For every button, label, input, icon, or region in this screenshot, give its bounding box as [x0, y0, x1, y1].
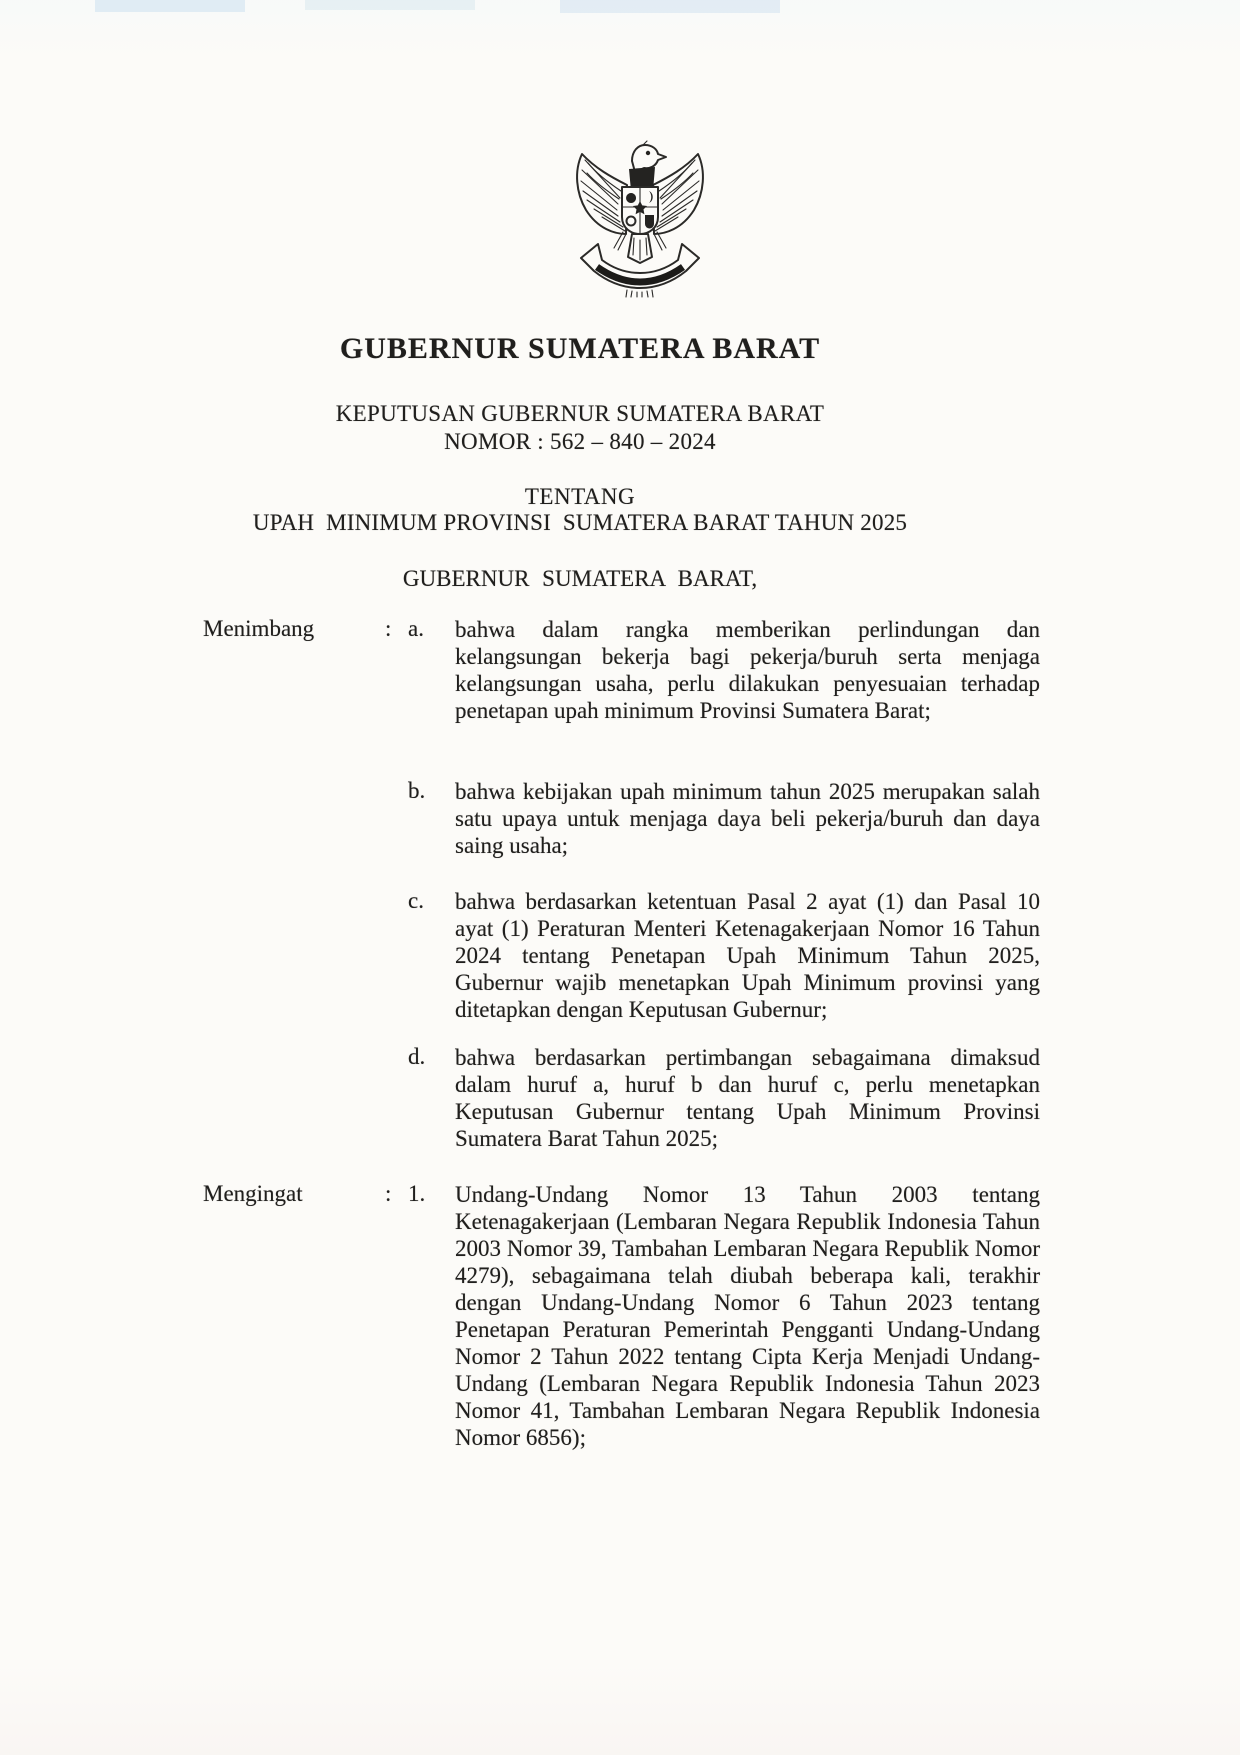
legal-basis-text-1: Undang-Undang Nomor 13 Tahun 2003 tentang Ketenagakerjaan (Lembaran Negara Republik Indonesia Tahun 2003 Nomor 39, Tambahan Lembaran Negara Republik Nomor 4279), sebagaimana telah diubah beberapa kali, terakhir dengan Undang-Undang Nomor 6 Tahun 2023 tentang Penetapan Peraturan Pemerintah Pengganti Undang-Undang Nomor 2 Tahun 2022 tentang Cipta Kerja Menjadi Undang-Undang (Lembaran Negara Republik Indonesia Tahun 2023 Nomor 41, Tambahan Lembaran Negara Republik Indonesia Nomor 6856); — [455, 1182, 1040, 1450]
scan-artifact — [95, 0, 245, 12]
about-label: TENTANG — [524, 484, 636, 509]
garuda-head — [632, 141, 666, 172]
menimbang-label: Menimbang — [203, 616, 315, 641]
mengingat-colon: : — [385, 1181, 392, 1206]
document-title: GUBERNUR SUMATERA BARAT — [339, 332, 821, 365]
garuda-tail-and-legs — [614, 232, 666, 263]
document-type-line: KEPUTUSAN GUBERNUR SUMATERA BARAT — [335, 401, 825, 426]
menimbang-colon: : — [385, 616, 392, 641]
legal-basis-number-1: 1. — [408, 1181, 426, 1206]
scan-artifact — [305, 0, 475, 10]
document-number-line: NOMOR : 562 – 840 – 2024 — [444, 429, 716, 454]
consideration-letter-a: a. — [408, 616, 424, 641]
scan-artifact — [560, 0, 780, 13]
salutation-line: GUBERNUR SUMATERA BARAT, — [402, 566, 758, 591]
document-subject: UPAH MINIMUM PROVINSI SUMATERA BARAT TAHUN 2025 — [252, 510, 908, 535]
mengingat-label: Mengingat — [203, 1181, 303, 1206]
consideration-text-d: bahwa berdasarkan pertimbangan sebagaimana dimaksud dalam huruf a, huruf b dan huruf c, perlu menetapkan Keputusan Gubernur tentang Upah Minimum Provinsi Sumatera Barat Tahun 2025; — [455, 1045, 1040, 1151]
garuda-pancasila-emblem — [571, 140, 709, 298]
consideration-letter-d: d. — [408, 1044, 426, 1069]
consideration-text-a: bahwa dalam rangka memberikan perlindungan dan kelangsungan bekerja bagi pekerja/buruh serta menjaga kelangsungan usaha, perlu dilakukan penyesuaian terhadap penetapan upah minimum Provinsi Sumatera Barat; — [455, 617, 1040, 723]
pancasila-shield — [622, 187, 658, 234]
consideration-text-b: bahwa kebijakan upah minimum tahun 2025 merupakan salah satu upaya untuk menjaga daya beli pekerja/buruh dan daya saing usaha; — [455, 779, 1040, 858]
consideration-text-c: bahwa berdasarkan ketentuan Pasal 2 ayat (1) dan Pasal 10 ayat (1) Peraturan Menteri Ketenagakerjaan Nomor 16 Tahun 2024 tentang Penetapan Upah Minimum Tahun 2025, Gubernur wajib menetapkan Upah Minimum provinsi yang ditetapkan dengan Keputusan Gubernur; — [455, 889, 1040, 1022]
consideration-letter-c: c. — [408, 888, 424, 913]
consideration-letter-b: b. — [408, 778, 426, 803]
